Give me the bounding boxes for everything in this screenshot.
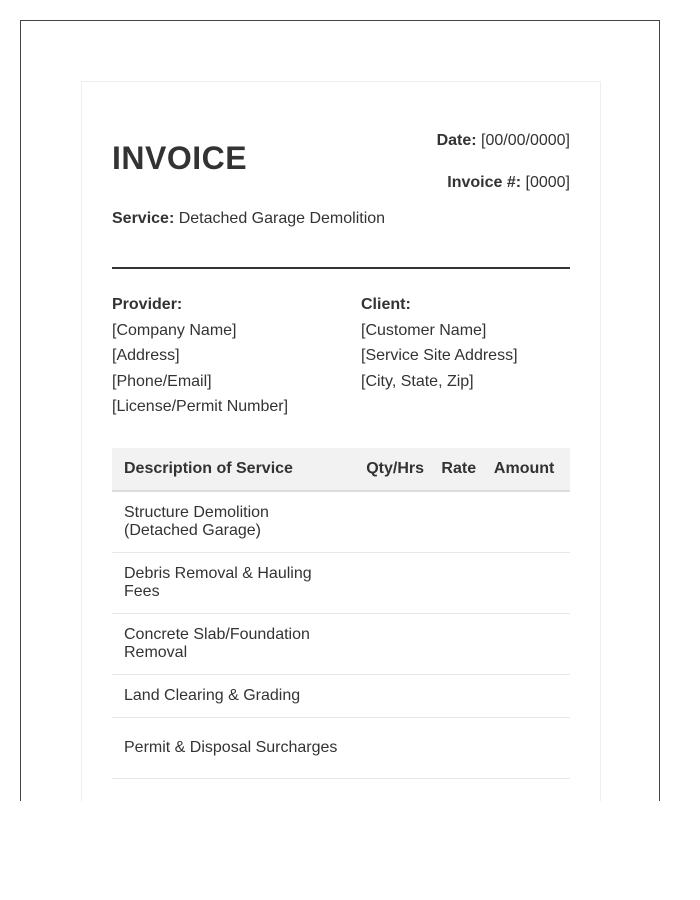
row-description: Debris Removal & Hauling Fees xyxy=(112,553,357,614)
row-qty xyxy=(357,614,433,675)
provider-contact: [Phone/Email] xyxy=(112,372,212,390)
table-row xyxy=(112,675,570,718)
table-row xyxy=(112,553,570,614)
row-amount xyxy=(484,718,570,779)
client-block xyxy=(361,292,518,394)
row-qty xyxy=(357,675,433,718)
row-amount xyxy=(484,614,570,675)
row-amount xyxy=(484,675,570,718)
row-description: Permit & Disposal Surcharges xyxy=(112,718,357,779)
row-description: Structure Demolition (Detached Garage) xyxy=(112,491,357,553)
invoice-date xyxy=(437,131,570,151)
service-label: Service: xyxy=(112,210,175,227)
service-value: Detached Garage Demolition xyxy=(178,210,386,227)
client-site-address: [Service Site Address] xyxy=(361,347,518,364)
row-rate xyxy=(433,491,484,553)
table-header xyxy=(112,448,570,491)
provider-license: [License/Permit Number] xyxy=(112,398,289,415)
row-qty xyxy=(357,718,433,779)
services-table xyxy=(112,448,570,779)
row-rate xyxy=(433,553,484,614)
provider-address: [Address] xyxy=(112,347,180,364)
client-city-state-zip: [City, State, Zip] xyxy=(361,372,474,390)
client-heading: Client: xyxy=(361,296,411,313)
invoice-number-label: Invoice #: xyxy=(447,174,522,191)
row-amount xyxy=(484,491,570,553)
header-divider xyxy=(112,267,570,269)
table-row xyxy=(112,718,570,779)
invoice-number xyxy=(447,173,570,193)
row-amount xyxy=(484,553,570,614)
row-rate xyxy=(433,718,484,779)
table-header-row xyxy=(112,448,570,491)
col-qty-hrs: Qty/Hrs xyxy=(357,448,433,491)
row-rate xyxy=(433,614,484,675)
invoice-number-value: [0000] xyxy=(525,174,570,191)
row-description: Concrete Slab/Foundation Removal xyxy=(112,614,357,675)
row-qty xyxy=(357,491,433,553)
row-qty xyxy=(357,553,433,614)
table-row xyxy=(112,614,570,675)
service-line xyxy=(112,209,385,229)
col-rate: Rate xyxy=(433,448,484,491)
provider-block xyxy=(112,292,288,420)
date-label: Date: xyxy=(436,132,477,149)
date-value: [00/00/0000] xyxy=(481,132,570,149)
table-row xyxy=(112,491,570,553)
col-description: Description of Service xyxy=(112,448,357,491)
row-description: Land Clearing & Grading xyxy=(112,675,357,718)
provider-heading: Provider: xyxy=(112,296,183,313)
client-name: [Customer Name] xyxy=(361,321,487,339)
provider-company: [Company Name] xyxy=(112,321,237,339)
row-rate xyxy=(433,675,484,718)
col-amount: Amount xyxy=(484,448,570,491)
invoice-title: INVOICE xyxy=(112,140,248,176)
